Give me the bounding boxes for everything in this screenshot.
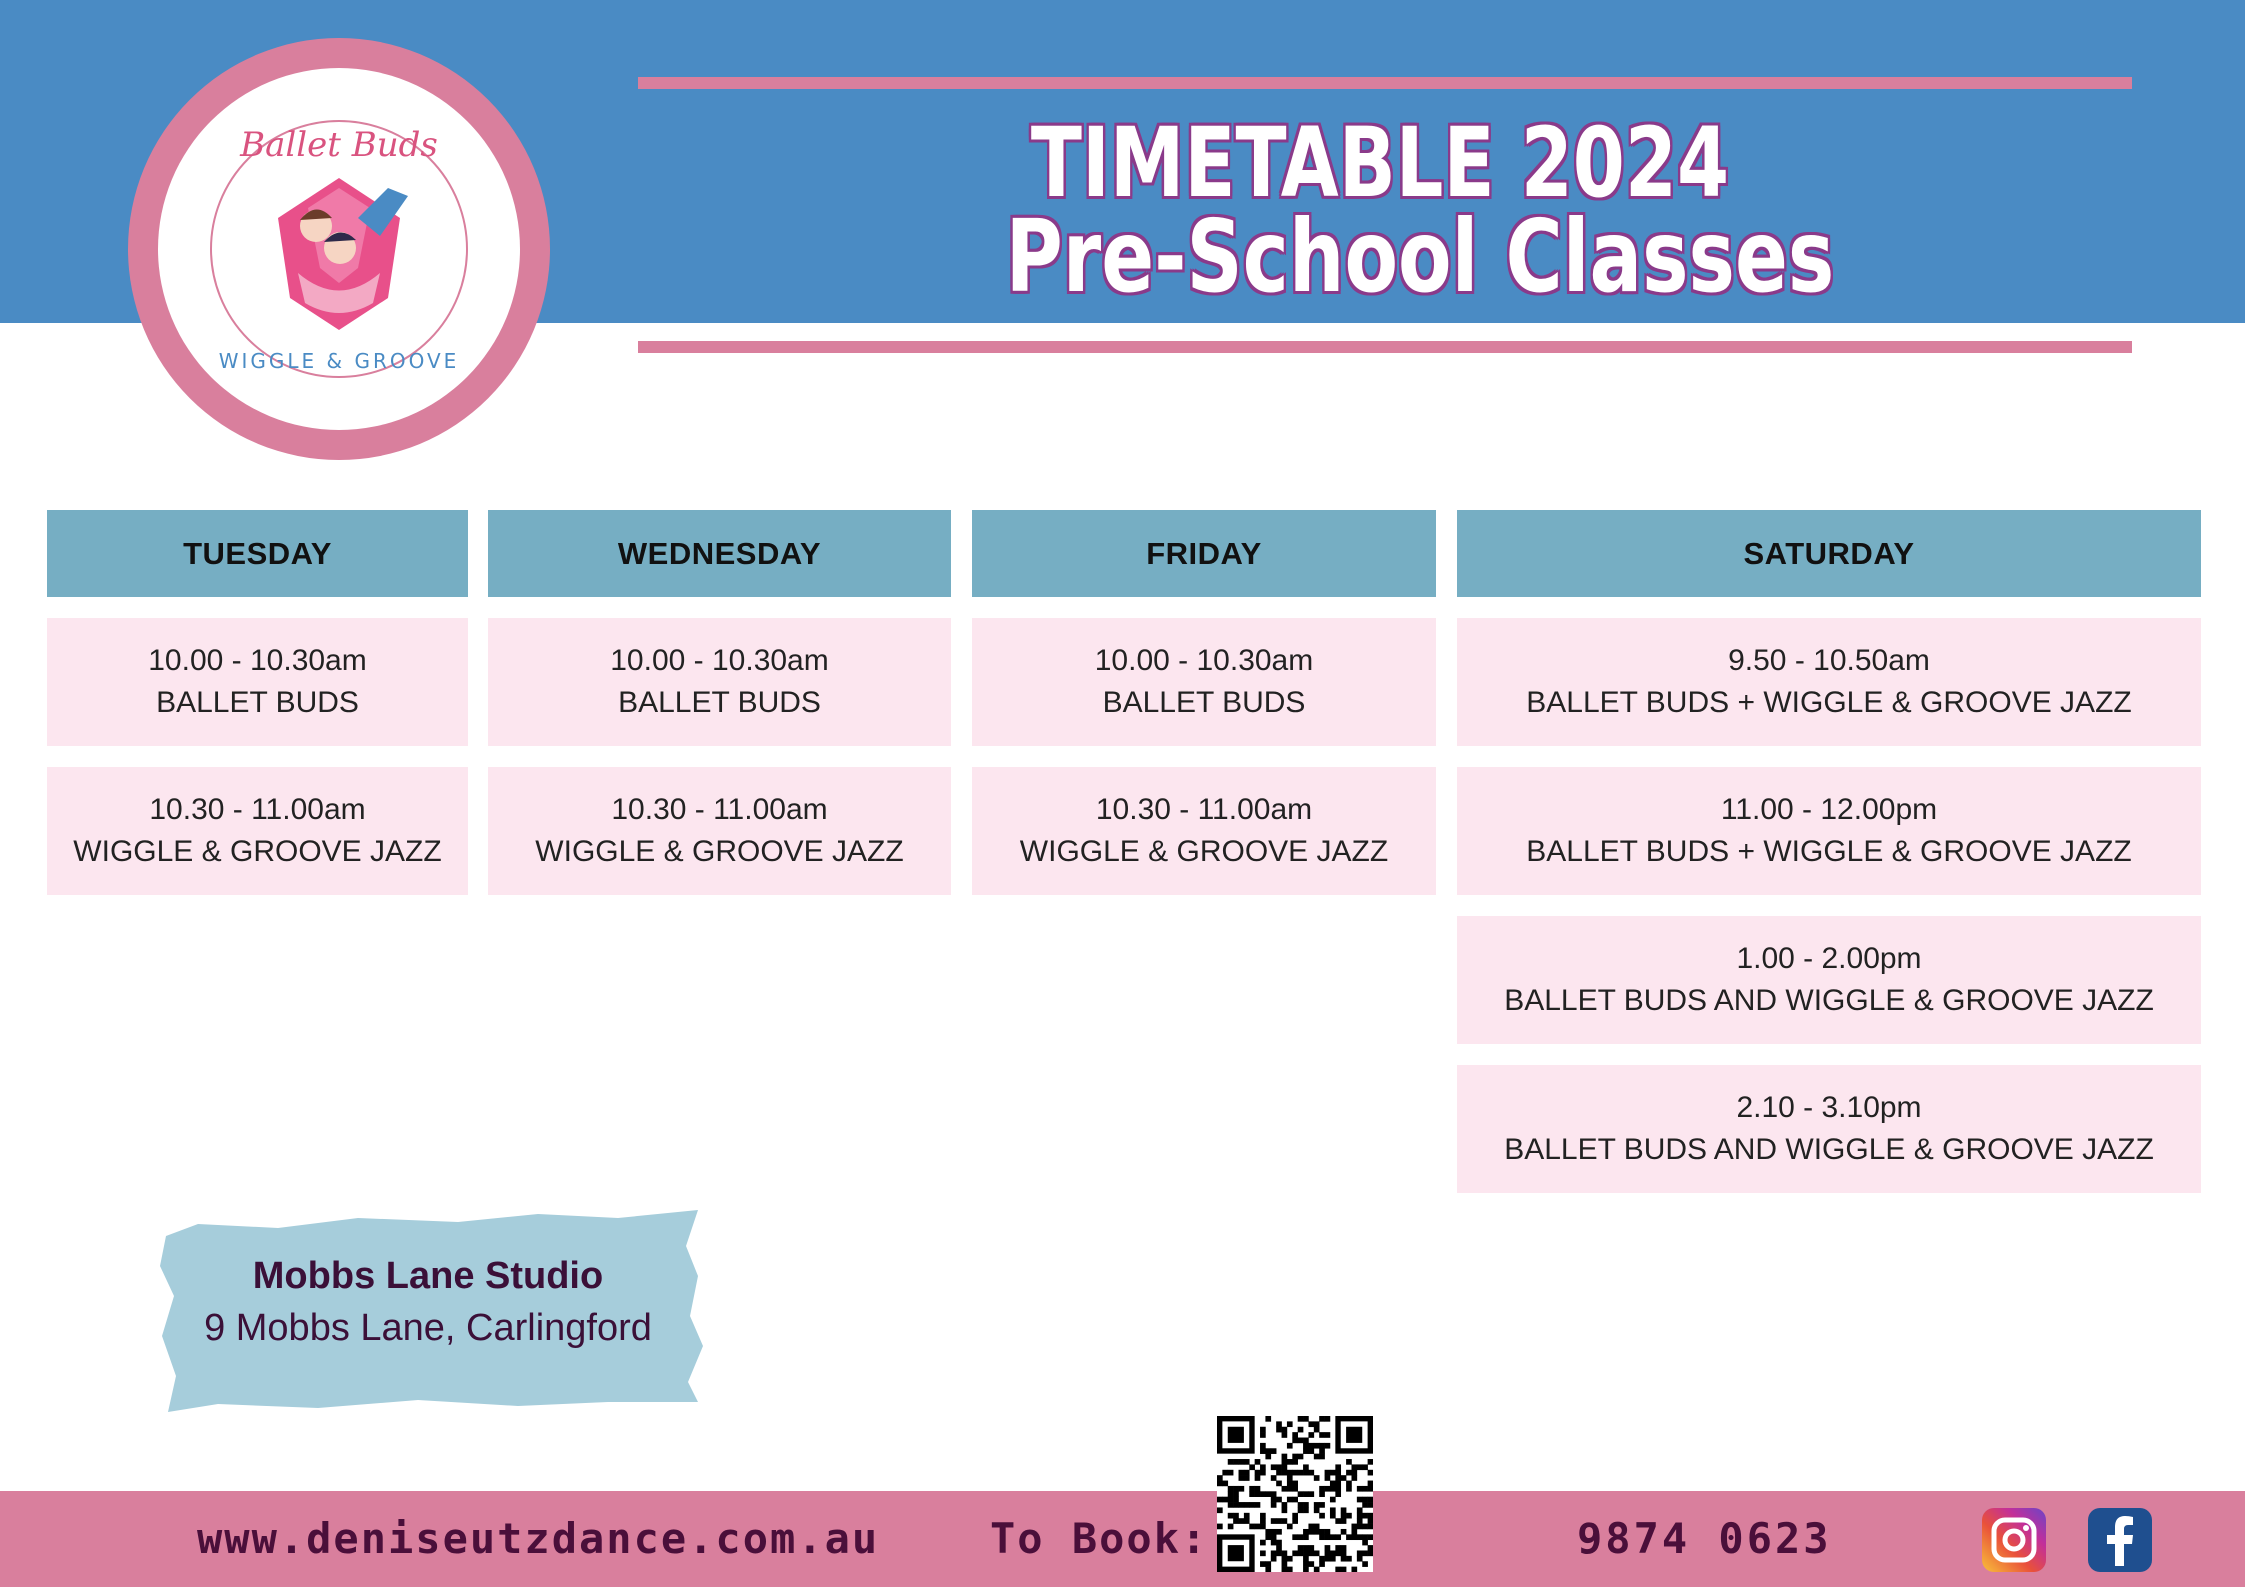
class-slot xyxy=(47,767,468,895)
class-time: 9.50 - 10.50am xyxy=(1728,644,1930,677)
class-name: BALLET BUDS xyxy=(1102,686,1306,719)
class-slot xyxy=(47,618,468,746)
book-label: To Book: xyxy=(990,1514,1209,1563)
class-time: 10.00 - 10.30am xyxy=(148,644,367,677)
class-slot xyxy=(488,767,951,895)
studio-address: 9 Mobbs Lane, Carlingford xyxy=(204,1307,652,1349)
ballet-buds-logo-icon xyxy=(158,68,520,430)
class-time: 10.00 - 10.30am xyxy=(1094,644,1314,677)
day-header-tuesday: TUESDAY xyxy=(47,510,468,597)
class-slot xyxy=(972,767,1436,895)
class-time: 2.10 - 3.10pm xyxy=(1736,1091,1922,1124)
class-name: WIGGLE & GROOVE JAZZ xyxy=(535,835,904,868)
class-time: 10.30 - 11.00am xyxy=(1095,793,1313,826)
header-stripe-bottom xyxy=(638,341,2132,353)
class-slot xyxy=(1457,618,2201,746)
website-link[interactable]: www.deniseutzdance.com.au xyxy=(197,1514,880,1563)
class-name: BALLET BUDS + WIGGLE & GROOVE JAZZ xyxy=(1526,686,2132,719)
class-name: BALLET BUDS AND WIGGLE & GROOVE JAZZ xyxy=(1504,1133,2154,1166)
class-time: 1.00 - 2.00pm xyxy=(1736,942,1922,975)
facebook-glyph xyxy=(2088,1508,2152,1572)
studio-name: Mobbs Lane Studio xyxy=(252,1255,604,1297)
logo xyxy=(128,38,550,460)
instagram-icon[interactable] xyxy=(1982,1508,2046,1572)
class-slot xyxy=(488,618,951,746)
class-slot xyxy=(1457,1065,2201,1193)
class-time: 10.00 - 10.30am xyxy=(610,644,829,677)
class-name: BALLET BUDS xyxy=(618,686,821,719)
title-line-2: Pre-School Classes xyxy=(1005,198,1835,315)
svg-text:Ballet Buds: Ballet Buds xyxy=(240,125,438,165)
title-line-1: TIMETABLE 2024 xyxy=(1030,107,1730,219)
facebook-icon[interactable] xyxy=(2088,1508,2152,1572)
class-time: 10.30 - 11.00am xyxy=(611,793,828,826)
logo-badge xyxy=(158,68,520,430)
qr-code-icon[interactable] xyxy=(1217,1416,1373,1572)
class-time: 10.30 - 11.00am xyxy=(149,793,366,826)
class-name: BALLET BUDS AND WIGGLE & GROOVE JAZZ xyxy=(1504,984,2154,1017)
qr-code-graphic xyxy=(1217,1416,1373,1572)
day-header-wednesday: WEDNESDAY xyxy=(488,510,951,597)
day-header-saturday: SATURDAY xyxy=(1457,510,2201,597)
class-name: WIGGLE & GROOVE JAZZ xyxy=(1019,835,1389,868)
page-title xyxy=(900,107,1860,315)
phone-number[interactable]: 9874 0623 xyxy=(1577,1514,1832,1563)
day-header-friday: FRIDAY xyxy=(972,510,1436,597)
class-time: 11.00 - 12.00pm xyxy=(1720,793,1938,826)
class-slot xyxy=(1457,767,2201,895)
studio-location xyxy=(158,1206,708,1416)
instagram-glyph xyxy=(1982,1508,2046,1572)
class-slot xyxy=(972,618,1436,746)
class-name: BALLET BUDS + WIGGLE & GROOVE JAZZ xyxy=(1526,835,2132,868)
header-stripe-top xyxy=(638,77,2132,89)
class-name: WIGGLE & GROOVE JAZZ xyxy=(73,835,442,868)
class-slot xyxy=(1457,916,2201,1044)
class-name: BALLET BUDS xyxy=(156,686,359,719)
svg-text:WIGGLE & GROOVE: WIGGLE & GROOVE xyxy=(218,349,460,373)
